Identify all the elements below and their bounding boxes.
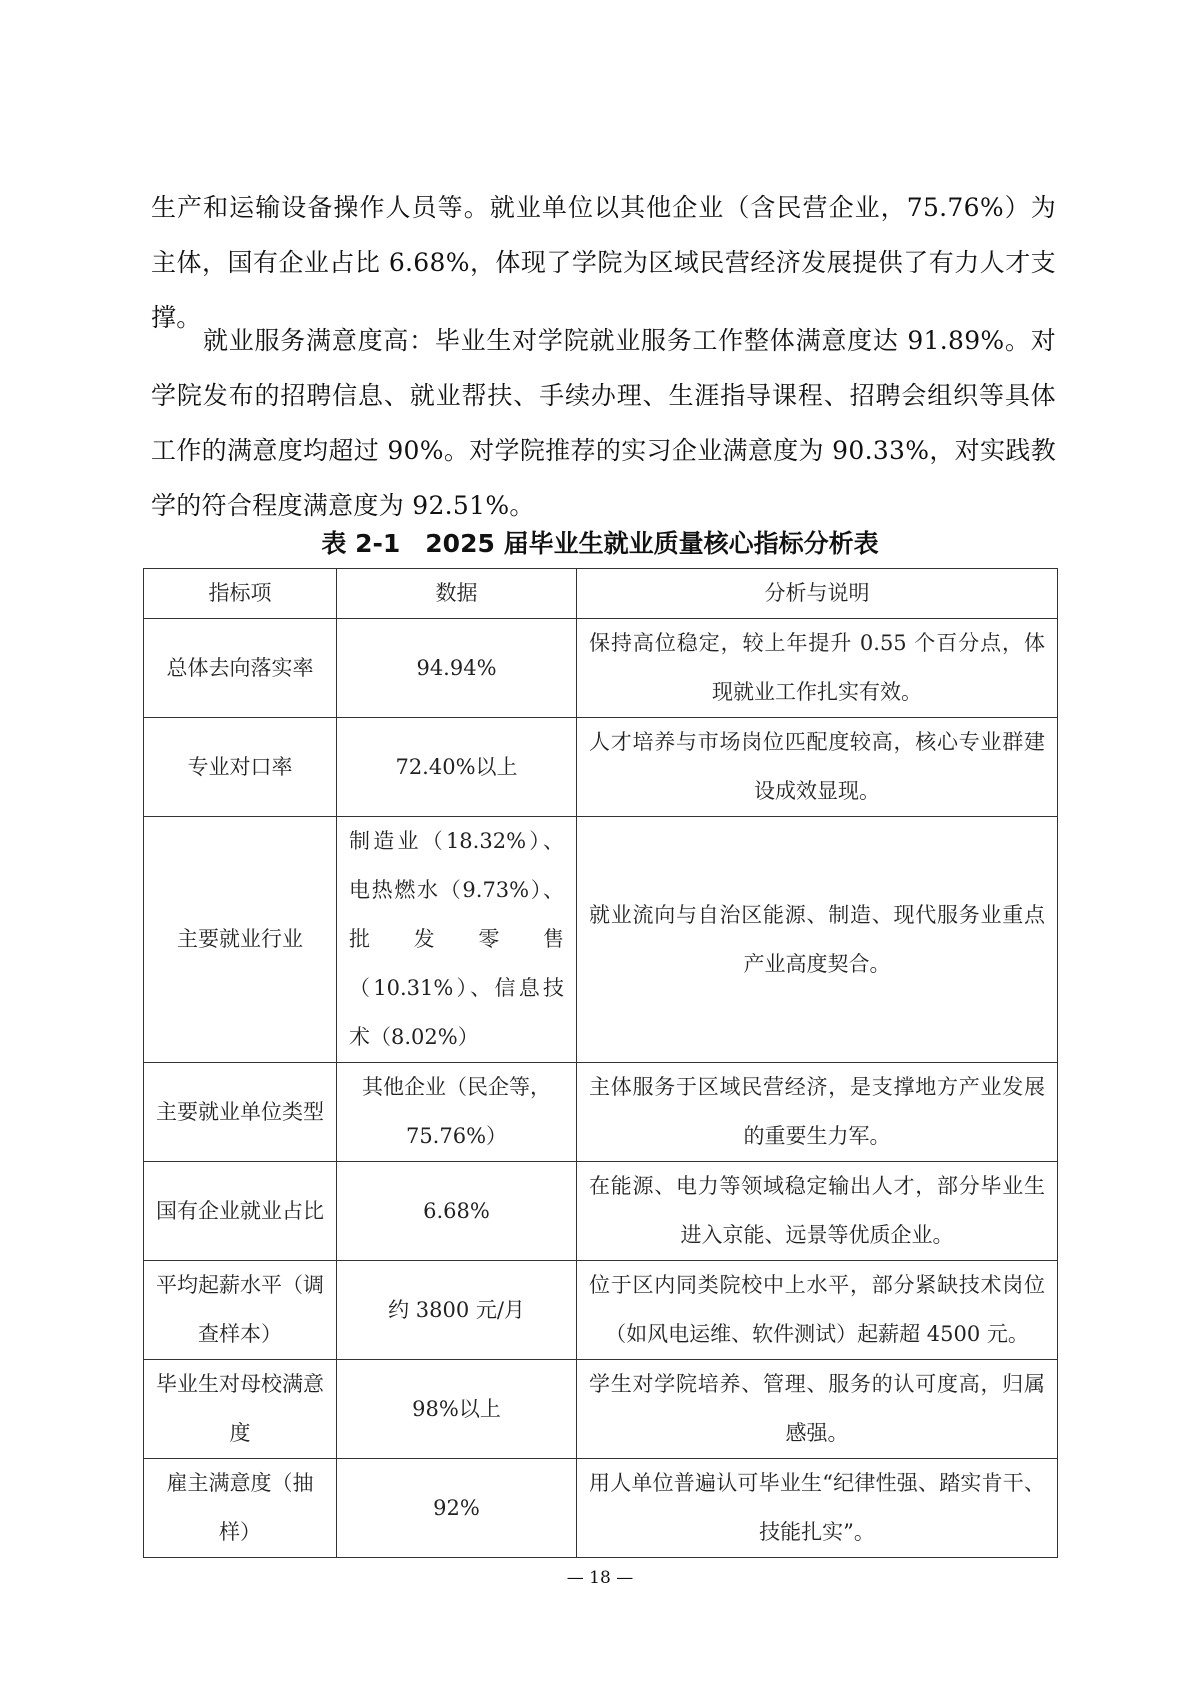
table-row xyxy=(144,1261,1058,1360)
row-note: 用人单位普遍认可毕业生“纪律性强、踏实肯干、技能扎实”。 xyxy=(577,1459,1058,1558)
row-data: 制造业（18.32%）、电热燃水（9.73%）、批发零售（10.31%）、信息技术（8.02%） xyxy=(337,817,577,1063)
row-note: 在能源、电力等领域稳定输出人才，部分毕业生进入京能、远景等优质企业。 xyxy=(577,1162,1058,1261)
paragraph-2: 就业服务满意度高：毕业生对学院就业服务工作整体满意度达 91.89%。对学院发布的招聘信息、就业帮扶、手续办理、生涯指导课程、招聘会组织等具体工作的满意度均超过 90%。对学院推荐的实习企业满意度为 90.33%，对实践教学的符合程度满意度为 92.51%。 xyxy=(151,326,1056,520)
row-item: 专业对口率 xyxy=(144,718,337,817)
row-note: 主体服务于区域民营经济，是支撑地方产业发展的重要生力军。 xyxy=(577,1063,1058,1162)
row-item: 主要就业行业 xyxy=(144,817,337,1063)
paragraph-1: 生产和运输设备操作人员等。就业单位以其他企业（含民营企业，75.76%）为主体，国有企业占比 6.68%，体现了学院为区域民营经济发展提供了有力人才支撑。 xyxy=(151,193,1056,332)
table-header-row xyxy=(144,569,1058,619)
row-item: 毕业生对母校满意度 xyxy=(144,1360,337,1459)
table-row xyxy=(144,1063,1058,1162)
page-number: — 18 — xyxy=(566,1568,634,1588)
row-data: 其他企业（民企等，75.76%） xyxy=(337,1063,577,1162)
row-data: 约 3800 元/月 xyxy=(337,1261,577,1360)
table-row xyxy=(144,1162,1058,1261)
table-row xyxy=(144,619,1058,718)
header-note: 分析与说明 xyxy=(577,569,1058,619)
row-note: 位于区内同类院校中上水平，部分紧缺技术岗位（如风电运维、软件测试）起薪超 4500 元。 xyxy=(577,1261,1058,1360)
table-row xyxy=(144,718,1058,817)
table-row xyxy=(144,1360,1058,1459)
header-item: 指标项 xyxy=(144,569,337,619)
indicator-table xyxy=(143,568,1058,1558)
row-data: 98%以上 xyxy=(337,1360,577,1459)
row-item: 主要就业单位类型 xyxy=(144,1063,337,1162)
header-data: 数据 xyxy=(337,569,577,619)
table-row xyxy=(144,817,1058,1063)
row-item: 总体去向落实率 xyxy=(144,619,337,718)
row-item: 平均起薪水平（调查样本） xyxy=(144,1261,337,1360)
row-note: 保持高位稳定，较上年提升 0.55 个百分点，体现就业工作扎实有效。 xyxy=(577,619,1058,718)
row-note: 人才培养与市场岗位匹配度较高，核心专业群建设成效显现。 xyxy=(577,718,1058,817)
row-note: 就业流向与自治区能源、制造、现代服务业重点产业高度契合。 xyxy=(577,817,1058,1063)
row-item: 雇主满意度（抽样） xyxy=(144,1459,337,1558)
table-row xyxy=(144,1459,1058,1558)
row-item: 国有企业就业占比 xyxy=(144,1162,337,1261)
row-data: 92% xyxy=(337,1459,577,1558)
row-note: 学生对学院培养、管理、服务的认可度高，归属感强。 xyxy=(577,1360,1058,1459)
row-data: 94.94% xyxy=(337,619,577,718)
table-caption: 表 2-1 2025 届毕业生就业质量核心指标分析表 xyxy=(321,529,879,558)
row-data: 6.68% xyxy=(337,1162,577,1261)
row-data: 72.40%以上 xyxy=(337,718,577,817)
